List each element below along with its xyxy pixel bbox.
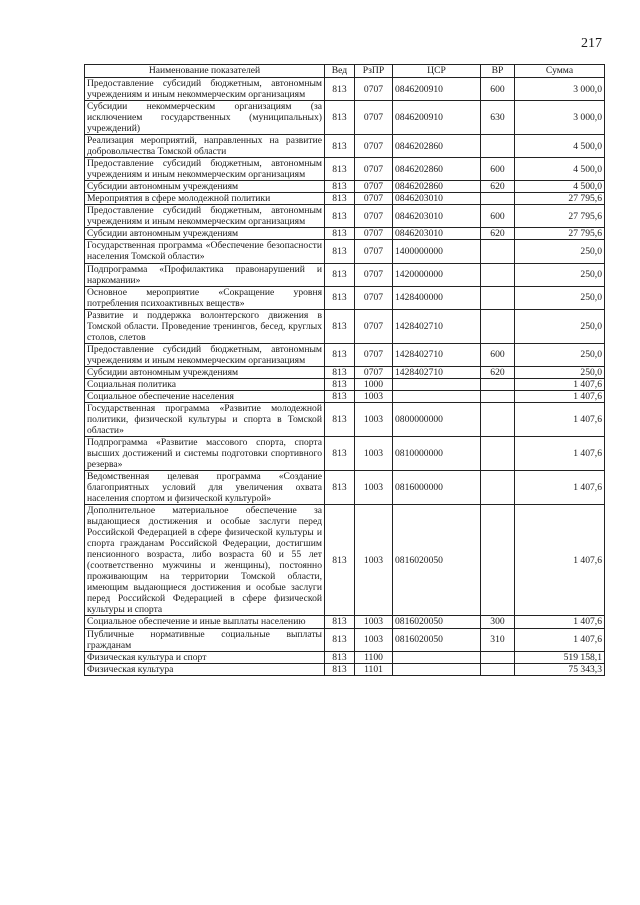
table-row <box>85 343 605 366</box>
row-rzpr: 0707 <box>355 181 393 193</box>
table-row <box>85 240 605 263</box>
row-name: Основное мероприятие «Сокращение уровня потребления психоактивных веществ» <box>85 286 325 309</box>
row-csr <box>393 390 481 402</box>
row-csr: 1428402710 <box>393 309 481 343</box>
row-rzpr: 0707 <box>355 193 393 205</box>
row-sum: 4 500,0 <box>515 181 605 193</box>
row-vr: 620 <box>481 366 515 378</box>
row-vr: 600 <box>481 343 515 366</box>
row-csr: 0846200910 <box>393 101 481 135</box>
table-row <box>85 193 605 205</box>
row-csr: 1428400000 <box>393 286 481 309</box>
row-csr: 0816020050 <box>393 616 481 628</box>
row-vr <box>481 436 515 470</box>
row-vr <box>481 663 515 675</box>
row-vr: 310 <box>481 628 515 651</box>
row-sum: 1 407,6 <box>515 505 605 616</box>
row-ved: 813 <box>325 193 355 205</box>
row-name: Физическая культура и спорт <box>85 651 325 663</box>
row-sum: 250,0 <box>515 309 605 343</box>
row-csr: 0816020050 <box>393 628 481 651</box>
row-vr: 300 <box>481 616 515 628</box>
row-csr <box>393 663 481 675</box>
row-rzpr: 0707 <box>355 158 393 181</box>
table-row <box>85 390 605 402</box>
row-ved: 813 <box>325 471 355 505</box>
table-row <box>85 158 605 181</box>
row-csr: 0846203010 <box>393 228 481 240</box>
row-csr <box>393 378 481 390</box>
row-vr <box>481 240 515 263</box>
table-row <box>85 436 605 470</box>
table-row <box>85 135 605 158</box>
row-rzpr: 0707 <box>355 366 393 378</box>
row-rzpr: 0707 <box>355 101 393 135</box>
row-vr: 600 <box>481 78 515 101</box>
row-rzpr: 0707 <box>355 286 393 309</box>
table-row <box>85 205 605 228</box>
row-sum: 3 000,0 <box>515 78 605 101</box>
row-csr: 1400000000 <box>393 240 481 263</box>
row-sum: 250,0 <box>515 263 605 286</box>
row-rzpr: 1003 <box>355 436 393 470</box>
row-csr: 0846203010 <box>393 193 481 205</box>
row-sum: 3 000,0 <box>515 101 605 135</box>
table-row <box>85 181 605 193</box>
row-sum: 519 158,1 <box>515 651 605 663</box>
row-csr: 0846200910 <box>393 78 481 101</box>
row-vr <box>481 402 515 436</box>
row-sum: 1 407,6 <box>515 402 605 436</box>
row-name: Реализация мероприятий, направленных на развитие добровольчества Томской области <box>85 135 325 158</box>
row-rzpr: 1003 <box>355 616 393 628</box>
row-name: Предоставление субсидий бюджетным, автономным учреждениям и иным некоммерческим организациям <box>85 158 325 181</box>
row-sum: 75 343,3 <box>515 663 605 675</box>
row-vr <box>481 651 515 663</box>
header-vr: ВР <box>481 65 515 78</box>
row-csr: 0846203010 <box>393 205 481 228</box>
row-rzpr: 1000 <box>355 378 393 390</box>
row-ved: 813 <box>325 263 355 286</box>
row-ved: 813 <box>325 78 355 101</box>
row-rzpr: 0707 <box>355 309 393 343</box>
row-vr <box>481 378 515 390</box>
table-row <box>85 628 605 651</box>
table-header-row <box>85 65 605 78</box>
row-vr: 600 <box>481 158 515 181</box>
row-name: Субсидии автономным учреждениям <box>85 181 325 193</box>
row-vr <box>481 193 515 205</box>
row-rzpr: 0707 <box>355 205 393 228</box>
row-ved: 813 <box>325 135 355 158</box>
table-row <box>85 402 605 436</box>
row-sum: 250,0 <box>515 366 605 378</box>
row-sum: 1 407,6 <box>515 616 605 628</box>
row-csr: 0800000000 <box>393 402 481 436</box>
header-csr: ЦСР <box>393 65 481 78</box>
row-vr <box>481 263 515 286</box>
budget-table <box>84 64 605 676</box>
row-name: Государственная программа «Развитие молодежной политики, физической культуры и спорта в Томской области» <box>85 402 325 436</box>
table-row <box>85 651 605 663</box>
row-vr <box>481 286 515 309</box>
table-row <box>85 616 605 628</box>
row-name: Предоставление субсидий бюджетным, автономным учреждениям и иным некоммерческим организациям <box>85 78 325 101</box>
row-rzpr: 0707 <box>355 240 393 263</box>
row-rzpr: 1003 <box>355 390 393 402</box>
row-vr: 600 <box>481 205 515 228</box>
row-sum: 27 795,6 <box>515 228 605 240</box>
table-body <box>85 78 605 676</box>
table-row <box>85 263 605 286</box>
row-rzpr: 0707 <box>355 263 393 286</box>
row-ved: 813 <box>325 309 355 343</box>
row-sum: 1 407,6 <box>515 628 605 651</box>
row-ved: 813 <box>325 505 355 616</box>
row-name: Публичные нормативные социальные выплаты гражданам <box>85 628 325 651</box>
row-ved: 813 <box>325 366 355 378</box>
row-ved: 813 <box>325 402 355 436</box>
row-name: Развитие и поддержка волонтерского движения в Томской области. Проведение тренингов, бесед, круглых столов, слетов <box>85 309 325 343</box>
row-sum: 27 795,6 <box>515 193 605 205</box>
row-sum: 4 500,0 <box>515 135 605 158</box>
table-row <box>85 378 605 390</box>
row-ved: 813 <box>325 240 355 263</box>
table-row <box>85 101 605 135</box>
row-ved: 813 <box>325 651 355 663</box>
row-sum: 4 500,0 <box>515 158 605 181</box>
row-name: Социальное обеспечение населения <box>85 390 325 402</box>
row-ved: 813 <box>325 158 355 181</box>
row-sum: 250,0 <box>515 286 605 309</box>
header-sum: Сумма <box>515 65 605 78</box>
row-csr: 0810000000 <box>393 436 481 470</box>
row-csr: 0846202860 <box>393 135 481 158</box>
row-sum: 27 795,6 <box>515 205 605 228</box>
row-ved: 813 <box>325 101 355 135</box>
table-row <box>85 471 605 505</box>
row-ved: 813 <box>325 228 355 240</box>
row-sum: 250,0 <box>515 343 605 366</box>
row-vr: 620 <box>481 228 515 240</box>
row-ved: 813 <box>325 378 355 390</box>
row-vr <box>481 505 515 616</box>
row-ved: 813 <box>325 181 355 193</box>
row-rzpr: 0707 <box>355 343 393 366</box>
row-rzpr: 1101 <box>355 663 393 675</box>
row-name: Субсидии некоммерческим организациям (за исключением государственных (муниципальных) учреждений) <box>85 101 325 135</box>
header-ved: Вед <box>325 65 355 78</box>
table-row <box>85 78 605 101</box>
row-csr: 0846202860 <box>393 158 481 181</box>
table-row <box>85 309 605 343</box>
row-name: Подпрограмма «Профилактика правонарушений и наркомании» <box>85 263 325 286</box>
row-name: Субсидии автономным учреждениям <box>85 228 325 240</box>
row-ved: 813 <box>325 436 355 470</box>
row-vr <box>481 135 515 158</box>
row-ved: 813 <box>325 390 355 402</box>
row-vr: 630 <box>481 101 515 135</box>
table-row <box>85 228 605 240</box>
row-csr: 0816000000 <box>393 471 481 505</box>
header-name: Наименование показателей <box>85 65 325 78</box>
row-csr: 1428402710 <box>393 343 481 366</box>
row-csr: 0816020050 <box>393 505 481 616</box>
row-sum: 1 407,6 <box>515 436 605 470</box>
row-name: Социальная политика <box>85 378 325 390</box>
row-ved: 813 <box>325 286 355 309</box>
row-sum: 1 407,6 <box>515 378 605 390</box>
row-rzpr: 1100 <box>355 651 393 663</box>
row-sum: 1 407,6 <box>515 390 605 402</box>
row-name: Физическая культура <box>85 663 325 675</box>
row-rzpr: 0707 <box>355 78 393 101</box>
row-sum: 1 407,6 <box>515 471 605 505</box>
row-ved: 813 <box>325 663 355 675</box>
table-row <box>85 366 605 378</box>
row-csr: 1428402710 <box>393 366 481 378</box>
row-vr: 620 <box>481 181 515 193</box>
row-ved: 813 <box>325 343 355 366</box>
row-rzpr: 1003 <box>355 471 393 505</box>
table-row <box>85 663 605 675</box>
row-csr <box>393 651 481 663</box>
row-csr: 1420000000 <box>393 263 481 286</box>
row-name: Социальное обеспечение и иные выплаты населению <box>85 616 325 628</box>
row-ved: 813 <box>325 205 355 228</box>
row-name: Дополнительное материальное обеспечение за выдающиеся достижения и особые заслуги перед Российской Федерацией в сфере физической культуры и спорта гражданам Российской Федерации, достигшим пенсионного возраста, либо возраста 60 и 55 лет (соответственно мужчины и женщины), постоянно проживающим на территории Томской области, имеющим выдающиеся достижения и особые заслуги перед Российской Федерацией в сфере физической культуры и спорта <box>85 505 325 616</box>
row-ved: 813 <box>325 616 355 628</box>
row-name: Мероприятия в сфере молодежной политики <box>85 193 325 205</box>
row-rzpr: 1003 <box>355 402 393 436</box>
row-name: Субсидии автономным учреждениям <box>85 366 325 378</box>
row-rzpr: 0707 <box>355 135 393 158</box>
row-rzpr: 0707 <box>355 228 393 240</box>
page-number: 217 <box>581 36 602 51</box>
row-sum: 250,0 <box>515 240 605 263</box>
row-name: Предоставление субсидий бюджетным, автономным учреждениям и иным некоммерческим организациям <box>85 343 325 366</box>
row-name: Государственная программа «Обеспечение безопасности населения Томской области» <box>85 240 325 263</box>
row-csr: 0846202860 <box>393 181 481 193</box>
row-name: Подпрограмма «Развитие массового спорта, спорта высших достижений и системы подготовки спортивного резерва» <box>85 436 325 470</box>
row-vr <box>481 309 515 343</box>
row-rzpr: 1003 <box>355 628 393 651</box>
row-vr <box>481 471 515 505</box>
row-rzpr: 1003 <box>355 505 393 616</box>
row-ved: 813 <box>325 628 355 651</box>
header-rzpr: РзПР <box>355 65 393 78</box>
table-row <box>85 286 605 309</box>
table-row <box>85 505 605 616</box>
row-name: Предоставление субсидий бюджетным, автономным учреждениям и иным некоммерческим организациям <box>85 205 325 228</box>
row-name: Ведомственная целевая программа «Создание благоприятных условий для увеличения охвата населения спортом и физической культурой» <box>85 471 325 505</box>
row-vr <box>481 390 515 402</box>
